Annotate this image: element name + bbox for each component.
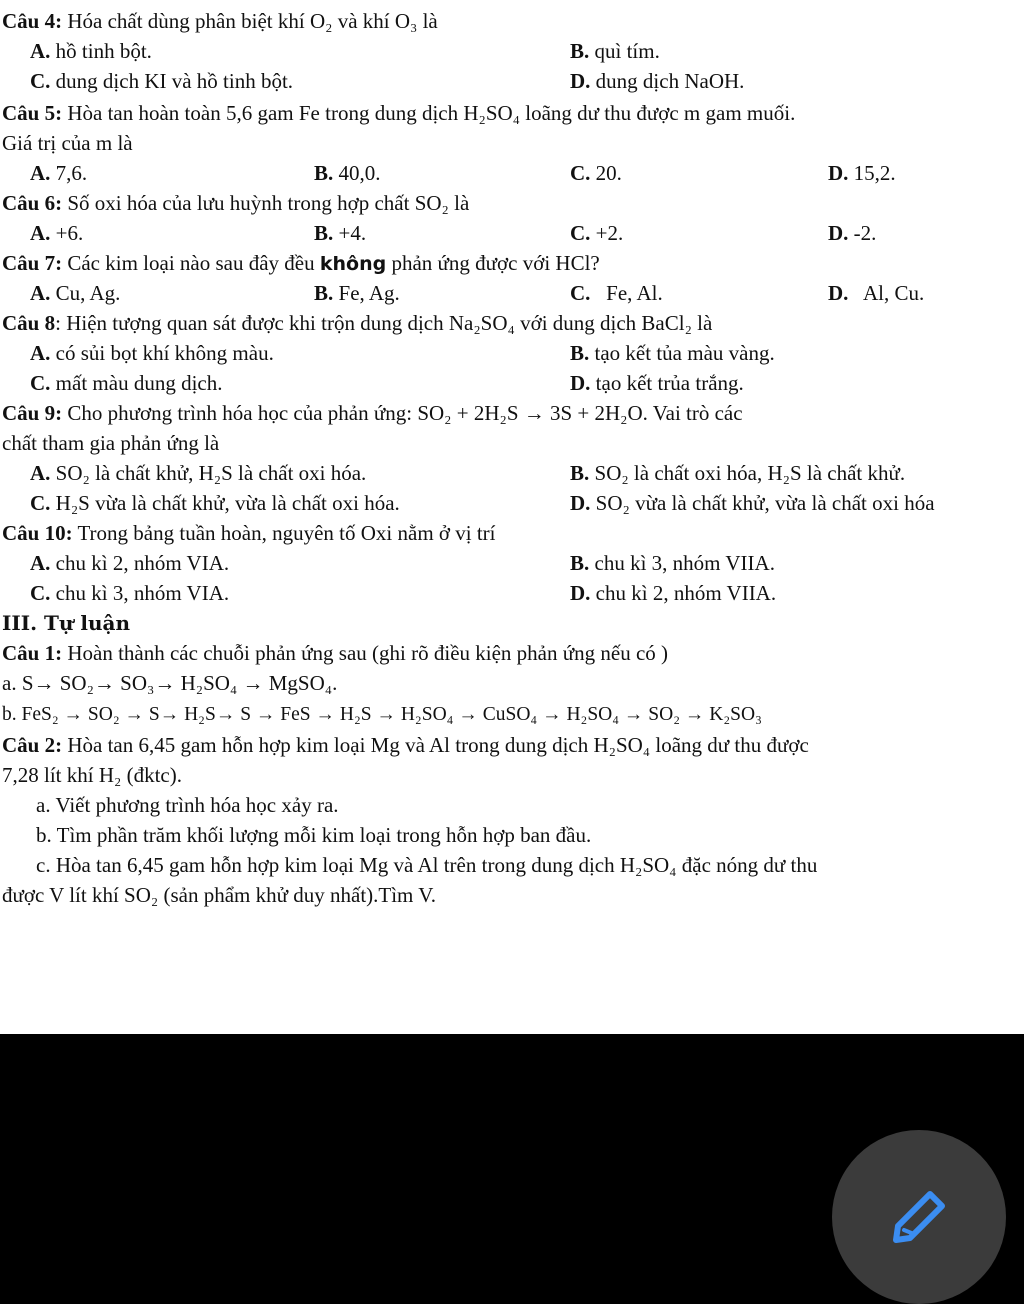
option-letter: B. (314, 221, 334, 245)
option-letter: C. (570, 281, 591, 305)
question-8 (2, 308, 712, 338)
option-letter: B. (570, 551, 590, 575)
question-4-option-a (30, 36, 152, 66)
option-text: SO₂ vừa là chất khử, vừa là chất oxi hóa (595, 491, 935, 515)
option-text: SO₂ là chất khử, H₂S là chất oxi hóa. (55, 461, 367, 485)
essay-2-part-c: c. Hòa tan 6,45 gam hỗn hợp kim loại Mg và Al trên trong dung dịch H₂SO₄ đặc nóng dư thu (36, 853, 818, 877)
question-8-option-c (30, 368, 222, 398)
question-5 (2, 98, 795, 128)
question-6-text: Số oxi hóa của lưu huỳnh trong hợp chất SO₂ là (67, 191, 470, 215)
option-letter: A. (30, 161, 51, 185)
option-text: mất màu dung dịch. (55, 371, 223, 395)
question-4-text: Hóa chất dùng phân biệt khí O₂ và khí O₃ là (67, 9, 438, 33)
option-text: 40,0. (338, 161, 381, 185)
option-letter: C. (570, 161, 591, 185)
question-9 (2, 398, 743, 428)
question-10-option-b (570, 548, 775, 578)
question-7-option-a (30, 278, 120, 308)
question-6-option-b (314, 218, 366, 248)
question-10-option-a (30, 548, 229, 578)
option-text: +6. (55, 221, 84, 245)
option-letter: C. (570, 221, 591, 245)
option-text: 7,6. (55, 161, 88, 185)
option-text: +4. (338, 221, 367, 245)
question-9-text-cont: chất tham gia phản ứng là (2, 431, 220, 455)
essay-question-2-text: Hòa tan 6,45 gam hỗn hợp kim loại Mg và Al trong dung dịch H₂SO₄ loãng dư thu được (67, 733, 809, 757)
section-heading: III. Tự luận (2, 611, 131, 635)
option-text: chu kì 2, nhóm VIIA. (595, 581, 777, 605)
question-4 (2, 6, 438, 36)
essay-question-1-text: Hoàn thành các chuỗi phản ứng sau (ghi rõ điều kiện phản ứng nếu có ) (67, 641, 669, 665)
option-letter: C. (30, 69, 51, 93)
question-7-option-d (828, 278, 924, 308)
option-text: 20. (595, 161, 622, 185)
option-letter: D. (570, 69, 591, 93)
question-5-text: Hòa tan hoàn toàn 5,6 gam Fe trong dung dịch H₂SO₄ loãng dư thu được m gam muối. (67, 101, 796, 125)
essay-2-part-a: a. Viết phương trình hóa học xảy ra. (36, 793, 339, 817)
question-5-option-d (828, 158, 896, 188)
question-6 (2, 188, 469, 218)
question-4-option-d (570, 66, 744, 96)
question-5-number: Câu 5: (2, 101, 63, 125)
option-letter: C. (30, 371, 51, 395)
option-letter: A. (30, 461, 51, 485)
question-4-option-b (570, 36, 660, 66)
question-6-option-d (828, 218, 876, 248)
question-5-option-a (30, 158, 87, 188)
question-8-option-b (570, 338, 775, 368)
question-9-text: Cho phương trình hóa học của phản ứng: SO₂ + 2H₂S → 3S + 2H₂O. Vai trò các (67, 401, 743, 425)
option-letter: B. (570, 341, 590, 365)
essay-2-part-b: b. Tìm phần trăm khối lượng mỗi kim loại trong hỗn hợp ban đầu. (36, 823, 592, 847)
option-text: chu kì 2, nhóm VIA. (55, 551, 230, 575)
essay-question-2 (2, 730, 809, 760)
question-9-option-a (30, 458, 366, 488)
option-letter: A. (30, 39, 51, 63)
edit-button[interactable] (832, 1130, 1006, 1304)
option-text: 15,2. (853, 161, 896, 185)
option-letter: D. (828, 221, 849, 245)
option-text: chu kì 3, nhóm VIIA. (594, 551, 775, 575)
question-8-number: Câu 8 (2, 311, 56, 335)
option-letter: A. (30, 221, 51, 245)
option-letter: D. (570, 491, 591, 515)
essay-question-2-number: Câu 2: (2, 733, 63, 757)
question-9-number: Câu 9: (2, 401, 63, 425)
question-7-text: Các kim loại nào sau đây đều (67, 251, 315, 275)
essay-question-2-text-cont: 7,28 lít khí H₂ (đktc). (2, 763, 182, 787)
option-letter: D. (570, 371, 591, 395)
question-8-option-a (30, 338, 274, 368)
option-letter: B. (570, 39, 590, 63)
option-letter: A. (30, 551, 51, 575)
question-5-option-b (314, 158, 381, 188)
essay-2-part-c-cont: được V lít khí SO₂ (sản phẩm khử duy nhất).Tìm V. (2, 883, 436, 907)
question-7-option-c (570, 278, 663, 308)
option-letter: D. (828, 161, 849, 185)
option-text: H₂S vừa là chất khử, vừa là chất oxi hóa. (55, 491, 400, 515)
essay-question-1-number: Câu 1: (2, 641, 63, 665)
question-8-text: : Hiện tượng quan sát được khi trộn dung dịch Na₂SO₄ với dung dịch BaCl₂ là (55, 311, 713, 335)
option-letter: D. (828, 281, 849, 305)
question-6-option-c (570, 218, 623, 248)
question-10-number: Câu 10: (2, 521, 73, 545)
question-9-option-c (30, 488, 400, 518)
question-5-text-cont: Giá trị của m là (2, 131, 133, 155)
option-letter: A. (30, 281, 51, 305)
question-10-option-d (570, 578, 776, 608)
option-text: tạo kết tủa màu vàng. (594, 341, 775, 365)
option-text: tạo kết trủa trắng. (595, 371, 744, 395)
question-10 (2, 518, 496, 548)
option-text: quì tím. (594, 39, 660, 63)
question-7-option-b (314, 278, 400, 308)
option-text: Fe, Al. (606, 281, 663, 305)
option-text: chu kì 3, nhóm VIA. (55, 581, 230, 605)
option-letter: B. (314, 281, 334, 305)
question-4-option-c (30, 66, 293, 96)
reaction-chain-b: b. FeS₂ → SO₂ → S→ H₂S→ S → FeS → H₂S → H₂SO₄ → CuSO₄ → H₂SO₄ → SO₂ → K₂SO₃ (2, 704, 762, 725)
essay-question-1 (2, 638, 668, 668)
question-5-option-c (570, 158, 622, 188)
option-text: SO₂ là chất oxi hóa, H₂S là chất khử. (594, 461, 906, 485)
option-letter: B. (314, 161, 334, 185)
option-letter: D. (570, 581, 591, 605)
option-text: Fe, Ag. (338, 281, 400, 305)
question-9-option-d (570, 488, 935, 518)
option-text: có sủi bọt khí không màu. (55, 341, 274, 365)
pencil-icon (890, 1188, 948, 1246)
question-7-number: Câu 7: (2, 251, 63, 275)
question-10-text: Trong bảng tuần hoàn, nguyên tố Oxi nằm ở vị trí (77, 521, 496, 545)
question-6-number: Câu 6: (2, 191, 63, 215)
question-8-option-d (570, 368, 744, 398)
option-letter: B. (570, 461, 590, 485)
option-text: Al, Cu. (863, 281, 925, 305)
question-4-number: Câu 4: (2, 9, 63, 33)
question-10-option-c (30, 578, 229, 608)
question-7-emphasis: không (319, 253, 387, 275)
option-text: dung dịch NaOH. (595, 69, 745, 93)
question-9-option-b (570, 458, 905, 488)
question-6-option-a (30, 218, 83, 248)
option-letter: C. (30, 581, 51, 605)
question-7 (2, 248, 600, 279)
option-text: dung dịch KI và hồ tinh bột. (55, 69, 294, 93)
question-7-text-end: phản ứng được với HCl? (391, 251, 600, 275)
option-text: Cu, Ag. (55, 281, 121, 305)
option-text: hồ tinh bột. (55, 39, 152, 63)
option-letter: C. (30, 491, 51, 515)
option-text: -2. (853, 221, 877, 245)
option-letter: A. (30, 341, 51, 365)
option-text: +2. (595, 221, 624, 245)
reaction-chain-a: a. S→ SO₂→ SO₃→ H₂SO₄ → MgSO₄. (2, 671, 338, 695)
